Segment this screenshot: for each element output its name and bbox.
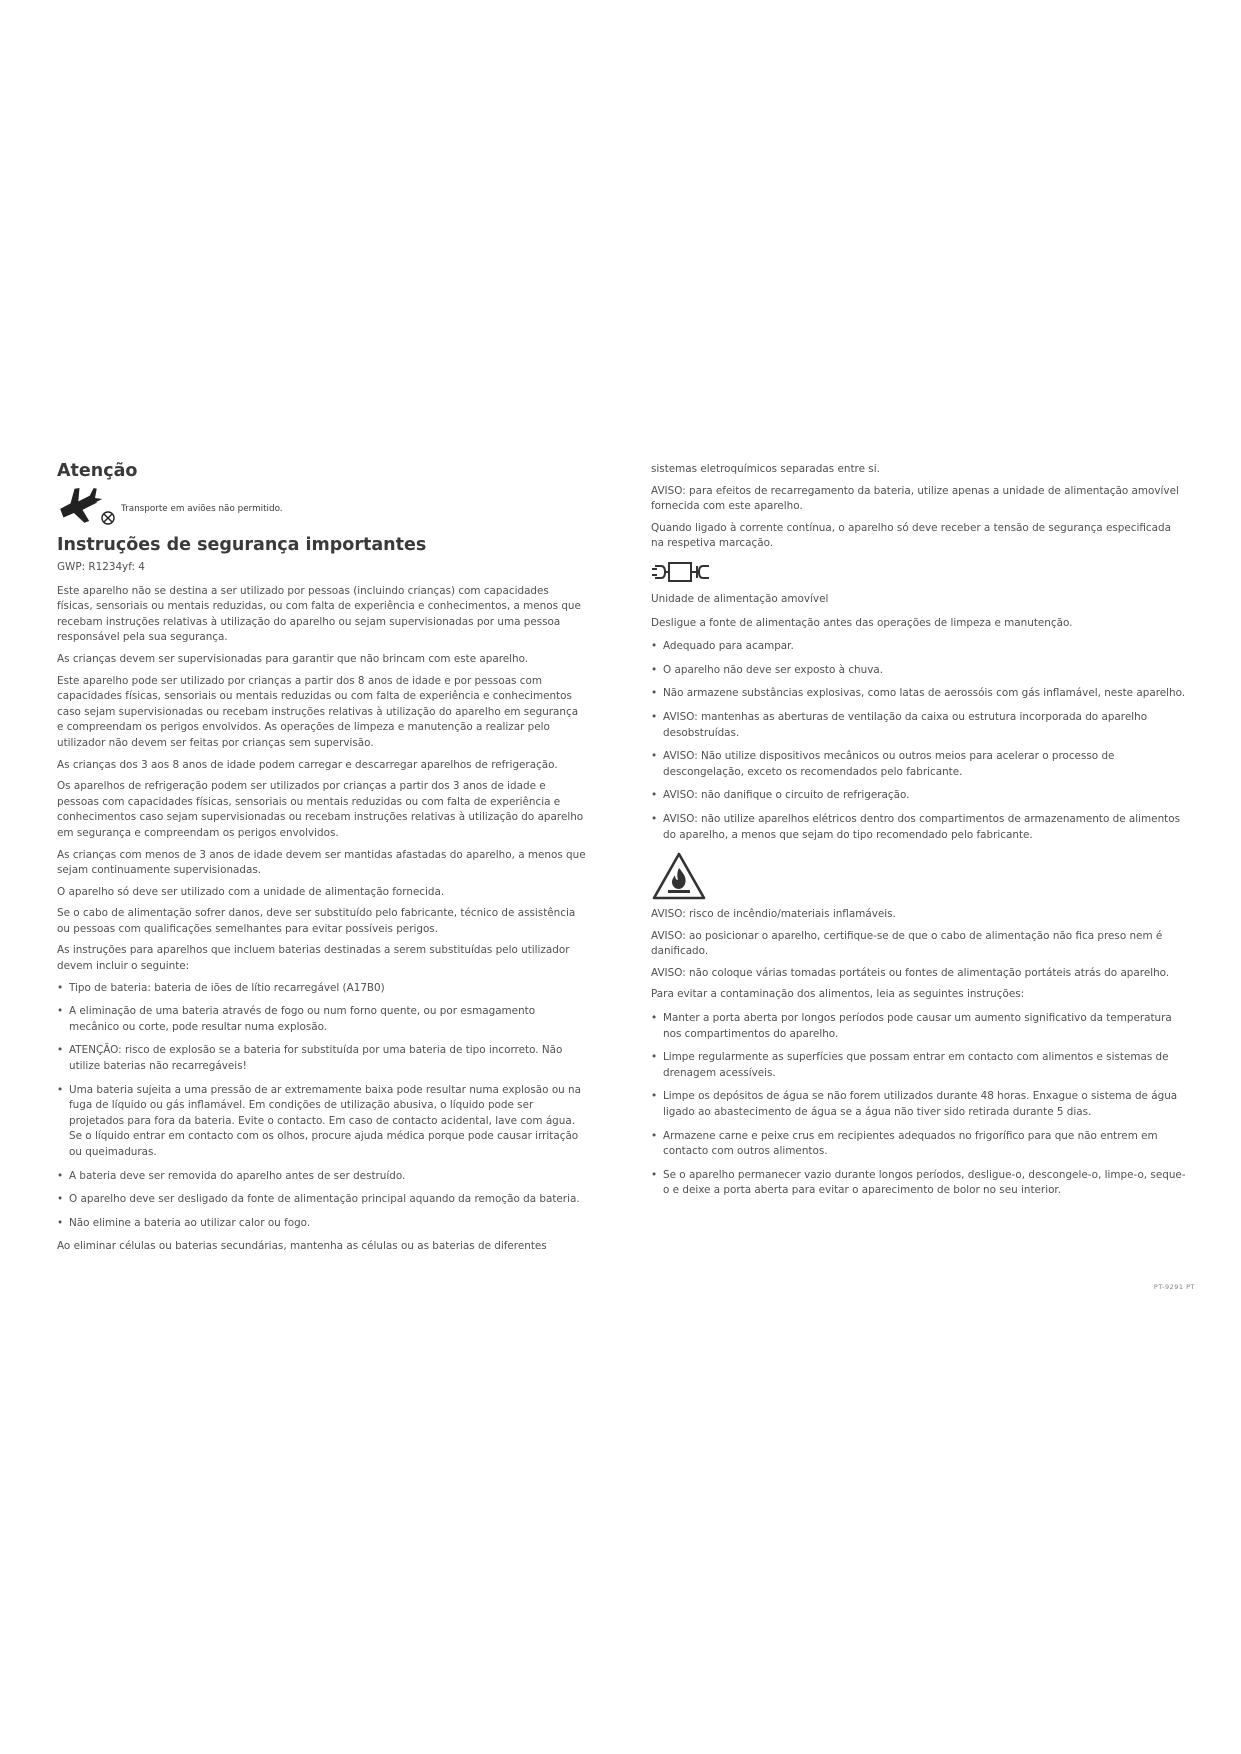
paragraph: Unidade de alimentação amovível [651, 592, 829, 605]
warnings-list [651, 639, 1186, 843]
airplane-caption: Transporte em aviões não permitido. [121, 504, 283, 514]
paragraph: AVISO: ao posicionar o aparelho, certifique-se de que o cabo de alimentação não fica preso nem é danificado. [651, 929, 1163, 958]
paragraph: Os aparelhos de refrigeração podem ser utilizados por crianças a partir dos 3 anos de idade e pessoas com capacidades físicas, sensoriais ou mentais reduzidas ou com falta de experiência e conhecimentos caso sejam supervisionadas ou recebam instruções relativas à utilização do aparelho em segurança e compreendam os perigos envolvidos. [57, 780, 584, 839]
food-safety-list [651, 1011, 1186, 1199]
paragraph: Quando ligado à corrente contínua, o aparelho só deve receber a tensão de segurança especificada na respetiva marcação. [651, 521, 1171, 550]
paragraph: As crianças dos 3 aos 8 anos de idade podem carregar e descarregar aparelhos de refrigeração. [57, 758, 558, 771]
list-item: • Se o aparelho permanecer vazio durante longos períodos, desligue-o, descongele-o, limpe-o, seque-o e deixe a porta aberta para evitar o aparecimento de bolor no seu interior. [651, 1168, 1186, 1199]
list-item: • Armazene carne e peixe crus em recipientes adequados no frigorífico para que não entrem em contacto com outros alimentos. [651, 1129, 1186, 1160]
paragraph: AVISO: risco de incêndio/materiais inflamáveis. [651, 908, 896, 921]
paragraph: AVISO: para efeitos de recarregamento da bateria, utilize apenas a unidade de alimentação amovível fornecida com este aparelho. [651, 484, 1179, 513]
left-column [57, 460, 587, 1261]
no-airplane-icon [57, 484, 117, 528]
list-item: • Manter a porta aberta por longos períodos pode causar um aumento significativo da temperatura nos compartimentos do aparelho. [651, 1011, 1186, 1042]
right-column [651, 462, 1186, 1207]
paragraph: Se o cabo de alimentação sofrer danos, deve ser substituído pelo fabricante, técnico de assistência ou pessoas com qualificações semelhantes para evitar possíveis perigos. [57, 907, 576, 935]
paragraph: Este aparelho pode ser utilizado por crianças a partir dos 8 anos de idade e por pessoas com capacidades físicas, sensoriais ou mentais reduzidas ou com falta de experiência e conhecimentos caso sejam supervisionadas ou recebam instruções relativas à utilização do aparelho em segurança e compreendam os perigos envolvidos. As operações de limpeza e manutenção a realizar pelo utilizador não devem ser feitas por crianças sem supervisão. [57, 674, 579, 749]
detachable-power-unit-icon [651, 558, 715, 586]
list-item: • Limpe os depósitos de água se não forem utilizados durante 48 horas. Enxague o sistema de água ligado ao abastecimento de água se a água não tiver sido retirada durante 5 dias. [651, 1089, 1186, 1120]
list-item: • AVISO: Não utilize dispositivos mecânicos ou outros meios para acelerar o processo de descongelação, exceto os recomendados pelo fabricante. [651, 749, 1186, 780]
page-footer-code: PT-9291 PT [1153, 1283, 1195, 1291]
paragraph: As instruções para aparelhos que incluem baterias destinadas a serem substituídas pelo utilizador devem incluir o seguinte: [57, 944, 570, 973]
list-item: • Adequado para acampar. [651, 639, 1186, 655]
list-item: • AVISO: mantenhas as aberturas de ventilação da caixa ou estrutura incorporada do aparelho desobstruídas. [651, 710, 1186, 741]
flammable-warning-icon [651, 851, 707, 901]
paragraph: AVISO: não coloque várias tomadas portáteis ou fontes de alimentação portáteis atrás do aparelho. [651, 966, 1170, 979]
list-item: • Não armazene substâncias explosivas, como latas de aerossóis com gás inflamável, neste aparelho. [651, 686, 1186, 702]
list-item: • AVISO: não danifique o circuito de refrigeração. [651, 788, 1186, 804]
list-item: • Tipo de bateria: bateria de iões de lítio recarregável (A17B0) [57, 981, 587, 997]
safety-heading: Instruções de segurança importantes [57, 535, 427, 555]
paragraph: O aparelho só deve ser utilizado com a unidade de alimentação fornecida. [57, 885, 445, 898]
paragraph: Este aparelho não se destina a ser utilizado por pessoas (incluindo crianças) com capacidades físicas, sensoriais ou mentais reduzidas, ou com falta de experiência e conhecimentos, a menos que recebam instruções relativas à utilização do aparelho ou sejam supervisionadas por uma pessoa responsável pela sua segurança. [57, 584, 581, 644]
list-item: • O aparelho não deve ser exposto à chuva. [651, 663, 1186, 679]
battery-list [57, 981, 587, 1232]
list-item: • ATENÇÃO: risco de explosão se a bateria for substituída por uma bateria de tipo incorreto. Não utilize baterias não recarregáveis! [57, 1043, 587, 1074]
gwp-text: GWP: R1234yf: 4 [57, 561, 145, 573]
attention-title: Atenção [57, 461, 138, 481]
paragraph: Desligue a fonte de alimentação antes das operações de limpeza e manutenção. [651, 616, 1073, 629]
list-item: • O aparelho deve ser desligado da fonte de alimentação principal aquando da remoção da bateria. [57, 1192, 587, 1208]
paragraph: As crianças com menos de 3 anos de idade devem ser mantidas afastadas do aparelho, a menos que sejam continuamente supervisionadas. [57, 848, 586, 877]
paragraph: sistemas eletroquímicos separadas entre si. [651, 463, 880, 475]
paragraph: Para evitar a contaminação dos alimentos, leia as seguintes instruções: [651, 988, 1025, 1001]
list-item: • Limpe regularmente as superfícies que possam entrar em contacto com alimentos e sistemas de drenagem acessíveis. [651, 1050, 1186, 1081]
paragraph: Ao eliminar células ou baterias secundárias, mantenha as células ou as baterias de diferentes [57, 1240, 547, 1253]
paragraph: As crianças devem ser supervisionadas para garantir que não brincam com este aparelho. [57, 652, 529, 665]
airplane-notice [57, 484, 587, 528]
list-item: • A eliminação de uma bateria através de fogo ou num forno quente, ou por esmagamento mecânico ou corte, pode resultar numa explosão. [57, 1004, 587, 1035]
list-item: • Não elimine a bateria ao utilizar calor ou fogo. [57, 1216, 587, 1232]
list-item: • A bateria deve ser removida do aparelho antes de ser destruído. [57, 1169, 587, 1185]
list-item: • AVISO: não utilize aparelhos elétricos dentro dos compartimentos de armazenamento de alimentos do aparelho, a menos que sejam do tipo recomendado pelo fabricante. [651, 812, 1186, 843]
list-item: • Uma bateria sujeita a uma pressão de ar extremamente baixa pode resultar numa explosão ou na fuga de líquido ou gás inflamável. Em condições de utilização abusiva, o líquido pode ser projetados para fora da bateria. Evite o contacto. Em caso de contacto acidental, lave com água. Se o líquido entrar em contacto com os olhos, procure ajuda médica porque pode causar irritação ou queimaduras. [57, 1083, 587, 1161]
